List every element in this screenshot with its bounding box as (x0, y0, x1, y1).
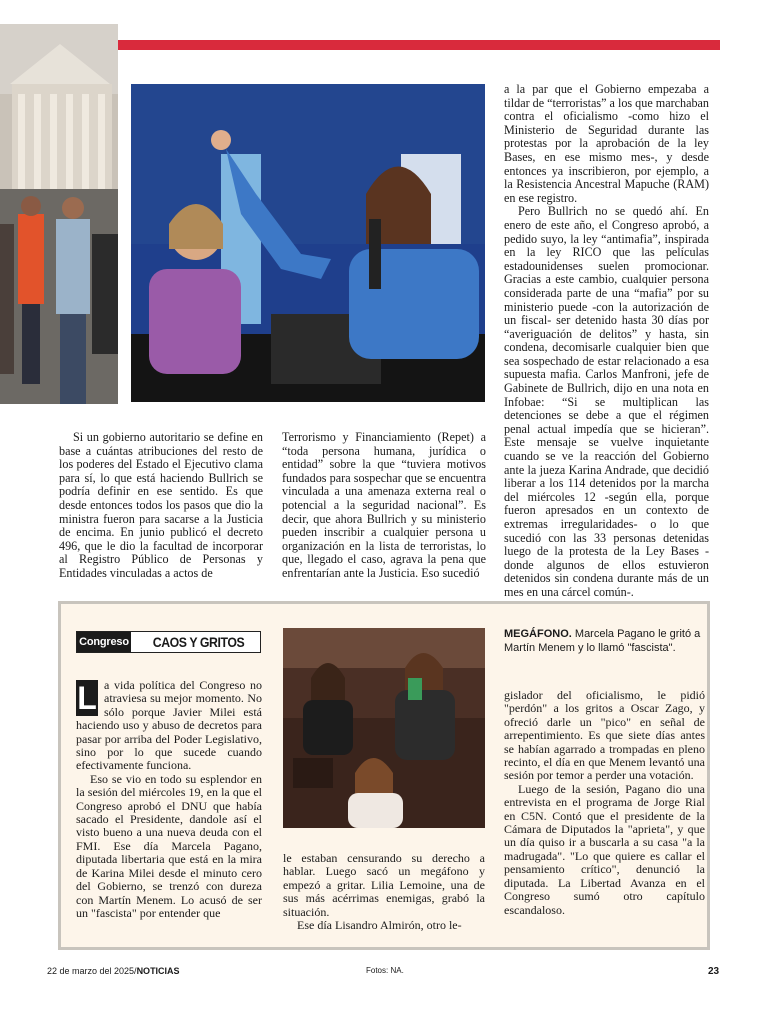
sidebar-column-3 (504, 689, 705, 917)
article-column-right-top (504, 83, 709, 600)
footer-date: 22 de marzo del 2025/NOTICIAS (47, 966, 180, 976)
article-paragraph: a la par que el Gobierno empezaba a tildar de “terroristas” a los que marchaban contra el oficialismo -como hizo el Ministerio de Seguridad durante las protestas por la aprobación de la ley Bases, en ese mismo mes-, y desde entonces ya inscribieron, por ejemplo, a la Resistencia Ancestral Mapuche (RAM) en ese registro. (504, 82, 709, 205)
sidebar-paragraph: gislador del oficialismo, le pidió "perdón" a los gritos a Oscar Zago, y ofreció darle un "pico" en señal de arrepentimiento. Es que siete días antes se habían agarrado a trompadas en pleno recinto, el día en que Menem levantó una sesión por temor a perder una votación. (504, 688, 705, 783)
caption-text: Marcela Pagano le gritó a Martín Menem y lo llamó "fascista". (504, 628, 701, 654)
article-paragraph: Terrorismo y Financiamiento (Repet) a “toda persona humana, jurídica o entidad” sobre la que “tuviera motivos fundados para sospechar que se encuentra vinculada a una amenaza externa real o potencial a la seguridad nacional”. Es decir, que ahora Bullrich y su ministerio pueden inscribir a cualquier persona u organización en la lista de terroristas, lo que, llegado el caso, agrava la pena que enfrentarían ante la Justicia. Eso sucedió (282, 430, 486, 580)
article-paragraph: Si un gobierno autoritario se define en base a cuántas atribuciones del resto de los poderes del Estado el Ejecutivo clama para sí, lo que está haciendo Bullrich se podría definir en ese sentido. Es que desde entonces todos los pasos que dio la ministra fueron para sacarse a la Justicia de encima. En junio publicó el decreto 496, que le dio la facultad de incorporar al Registro Público de Personas y Entidades vinculadas a actos de (59, 430, 263, 580)
press-conference-photo (131, 84, 485, 402)
sidebar-paragraph: Ese día Lisandro Almirón, otro le- (297, 918, 462, 933)
caption-label: MEGÁFONO. (504, 628, 572, 640)
article-column-left (59, 431, 263, 581)
protest-photo (0, 24, 118, 404)
sidebar-paragraph: le estaban censurando su derecho a hablar. Luego sacó un megáfono y empezó a gritar. Lilia Lemoine, una de sus más acérrimas enemigas, grabó la situación. (283, 851, 485, 919)
article-column-middle (282, 431, 486, 581)
sidebar-column-1 (76, 679, 262, 920)
photo-caption (504, 628, 704, 655)
sidebar-column-2 (283, 852, 485, 932)
sidebar-paragraph: Luego de la sesión, Pagano dio una entrevista en el programa de Jorge Rial en C5N. Contó que el presidente de la Cámara de Diputados la "aprieta", y que un día quiso ir a buscarla a su casa "a la madrugada". "Lo que quiere es callar el pensamiento crítico", denunció la diputada. La Libertad Avanza en el Congreso sumó otro capítulo escandaloso. (504, 781, 705, 917)
article-paragraph: Pero Bullrich no se quedó ahí. En enero de este año, el Congreso aprobó, a pedido suyo, la ley “antimafia”, inspirada en la ley RICO que las películas estadounidenses suelen promocionar. Gracias a este cambio, cualquier persona considerada parte de una “mafia” por su ministerio puede -con la autorización de un fiscal- ser detenido hasta 30 días por “averiguación de delitos” y hasta, sin condena, decomisarle cualquier bien que sea sospechado de estar relacionado a esa supuesta mafia. Carlos Manfroni, jefe de Gabinete de Bullrich, dijo en una nota en Infobae: “Si se multiplican las detenciones se debe a que el régimen penal actual impedía que se hicieran”. Este mensaje se vuelve inquietante cuando se ve la reacción del Gobierno ante la jueza Karina Andrade, que decidió liberar a los 114 detenidos por la marcha del miércoles 12 -según ella, porque fueron apresados en un contexto de extremas irregularidades- o lo que sucedió con las 33 personas detenidas luego de la protesta de la Ley Bases -donde algunos de ellos estuvieron detenidos sin condena durante más de un mes en una cárcel común-. (504, 204, 709, 599)
sidebar-paragraph: Eso se vio en todo su esplendor en la sesión del miércoles 19, en la que el Congreso aprobó el DNU que había sacado el Presidente, dandole así el visto bueno a una nueva deuda con el FMI. Ese día Marcela Pagano, diputada libertaria que está en la mira de Karina Milei desde el minuto cero del Gobierno, se trenzó con dureza con Martín Menem. Lo acusó de ser un "fascista" por entender que (76, 771, 262, 920)
section-header (76, 631, 261, 653)
magazine-name: NOTICIAS (136, 966, 180, 976)
dropcap: L (77, 680, 97, 716)
section-label: Congreso (77, 632, 131, 652)
page-number: 23 (708, 966, 720, 977)
sidebar-title: CAOS Y GRITOS (152, 634, 245, 650)
sidebar-paragraph: L a vida política del Congreso no atraviesa su mejor momento. No sólo porque Javier Milei está haciendo uso y abuso de decretos para pasar por arriba del Poder Legislativo, sino por lo que sucede cuando efectivamente funciona. (76, 678, 262, 773)
congress-photo (283, 628, 485, 828)
top-red-bar (118, 40, 720, 50)
photo-credit: Fotos: NA. (366, 966, 404, 975)
